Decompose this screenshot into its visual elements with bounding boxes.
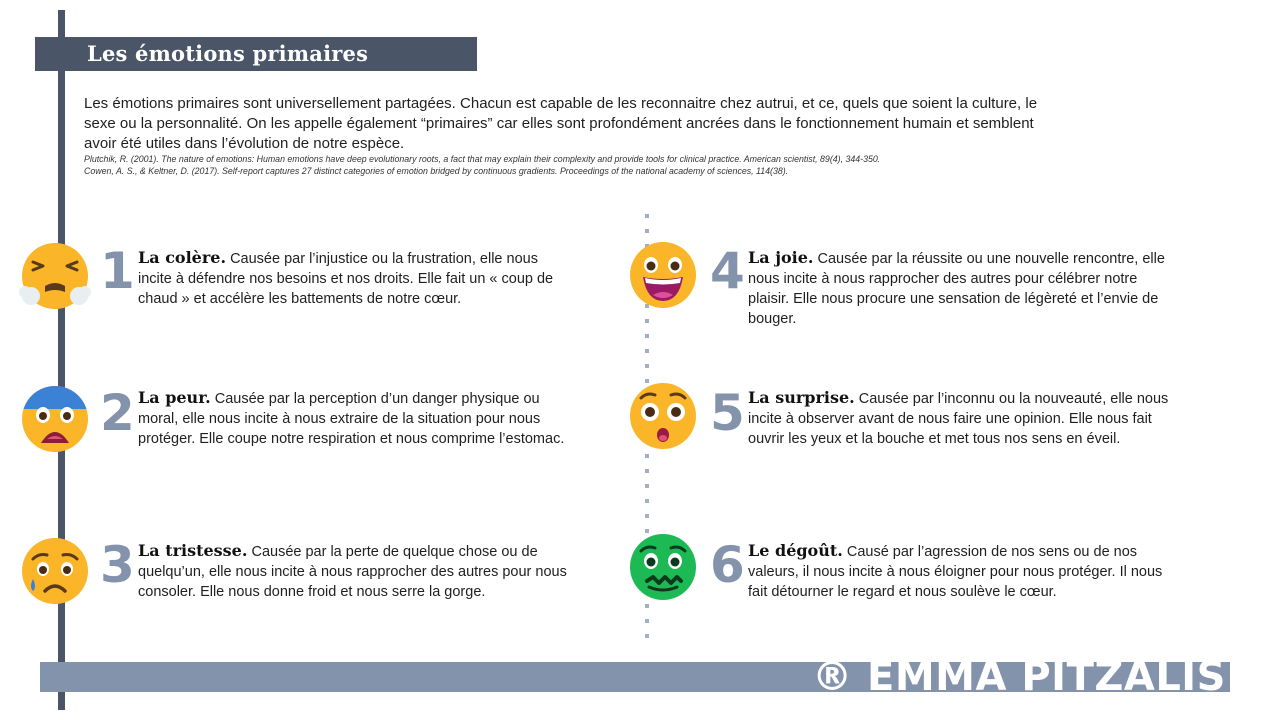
emotion-description [748,388,1178,449]
emotion-text: Causée par l’inconnu ou la nouveauté, elle nous incite à observer avant de nous faire une opinion. Elle nous fait ouvrir les yeux et la bouche et met tous nos sens en éveil. [748,391,1169,447]
emotion-label: La colère. [138,248,227,267]
intro-paragraph: Les émotions primaires sont universellement partagées. Chacun est capable de les reconnaitre chez autrui, et ce, quels que soient la culture, le sexe ou la personnalité. On les appelle également “primaires” car elles sont profondément ancrées dans le fonctionnement humain et semblent avoir été utiles dans l’évolution de notre espèce. [84,95,1038,152]
emotion-text: Causée par la perception d’un danger physique ou moral, elle nous incite à nous extraire de la situation pour nous protéger. Elle coupe notre respiration et nous comprime l’estomac. [138,391,565,447]
emotion-text: Causée par la perte de quelque chose ou de quelqu’un, elle nous incite à nous rapprocher des autres pour nous consoler. Elle nous donne froid et nous serre la gorge. [138,544,567,600]
emotion-description [748,248,1178,329]
emotion-number: 3 [100,536,135,594]
reference-1: Plutchik, R. (2001). The nature of emotions: Human emotions have deep evolutionary roots, a fact that may explain their complexity and provide tools for clinical practice. American scientist, 89(4), 344-350. [84,154,881,164]
nauseated-face-icon [627,531,699,603]
angry-steam-face-icon [19,240,91,312]
grinning-face-icon [627,239,699,311]
sad-tear-face-icon [19,535,91,607]
emotion-text: Causée par la réussite ou une nouvelle rencontre, elle nous incite à nous rapprocher des autres pour célébrer notre plaisir. Elle nous procure une sensation de légèreté et l’envie de bouger. [748,251,1165,327]
title-banner [35,37,477,71]
emotion-description [138,388,568,449]
emotion-label: La tristesse. [138,541,248,560]
emotion-number: 5 [710,384,745,442]
emotion-number: 4 [710,242,745,300]
emotion-text: Causé par l’agression de nos sens ou de nos valeurs, il nous incite à nous éloigner pour nous protéger. Il nous fait détourner le regard et nous soulève le cœur. [748,544,1163,600]
emotion-description [748,541,1178,602]
page-title: Les émotions primaires [87,41,369,66]
emotion-description [138,541,568,602]
emotion-label: La peur. [138,388,211,407]
emotion-text: Causée par l’injustice ou la frustration, elle nous incite à défendre nos besoins et nos droits. Elle fait un « coup de chaud » et accélère les battements de notre cœur. [138,251,554,307]
emotion-description [138,248,568,309]
emotion-label: Le dégoût. [748,541,843,560]
emotion-number: 6 [710,536,745,594]
emotion-number: 2 [100,384,135,442]
references [84,153,1084,177]
emotion-label: La surprise. [748,388,855,407]
emotion-number: 1 [100,242,135,300]
emotion-label: La joie. [748,248,814,267]
fearful-face-icon [19,383,91,455]
reference-2: Cowen, A. S., & Keltner, D. (2017). Self-report captures 27 distinct categories of emotion bridged by continuous gradients. Proceedings of the national academy of sciences, 114(38). [84,166,789,176]
surprised-face-icon [627,380,699,452]
copyright-watermark: ® EMMA PITZALIS [812,654,1226,700]
